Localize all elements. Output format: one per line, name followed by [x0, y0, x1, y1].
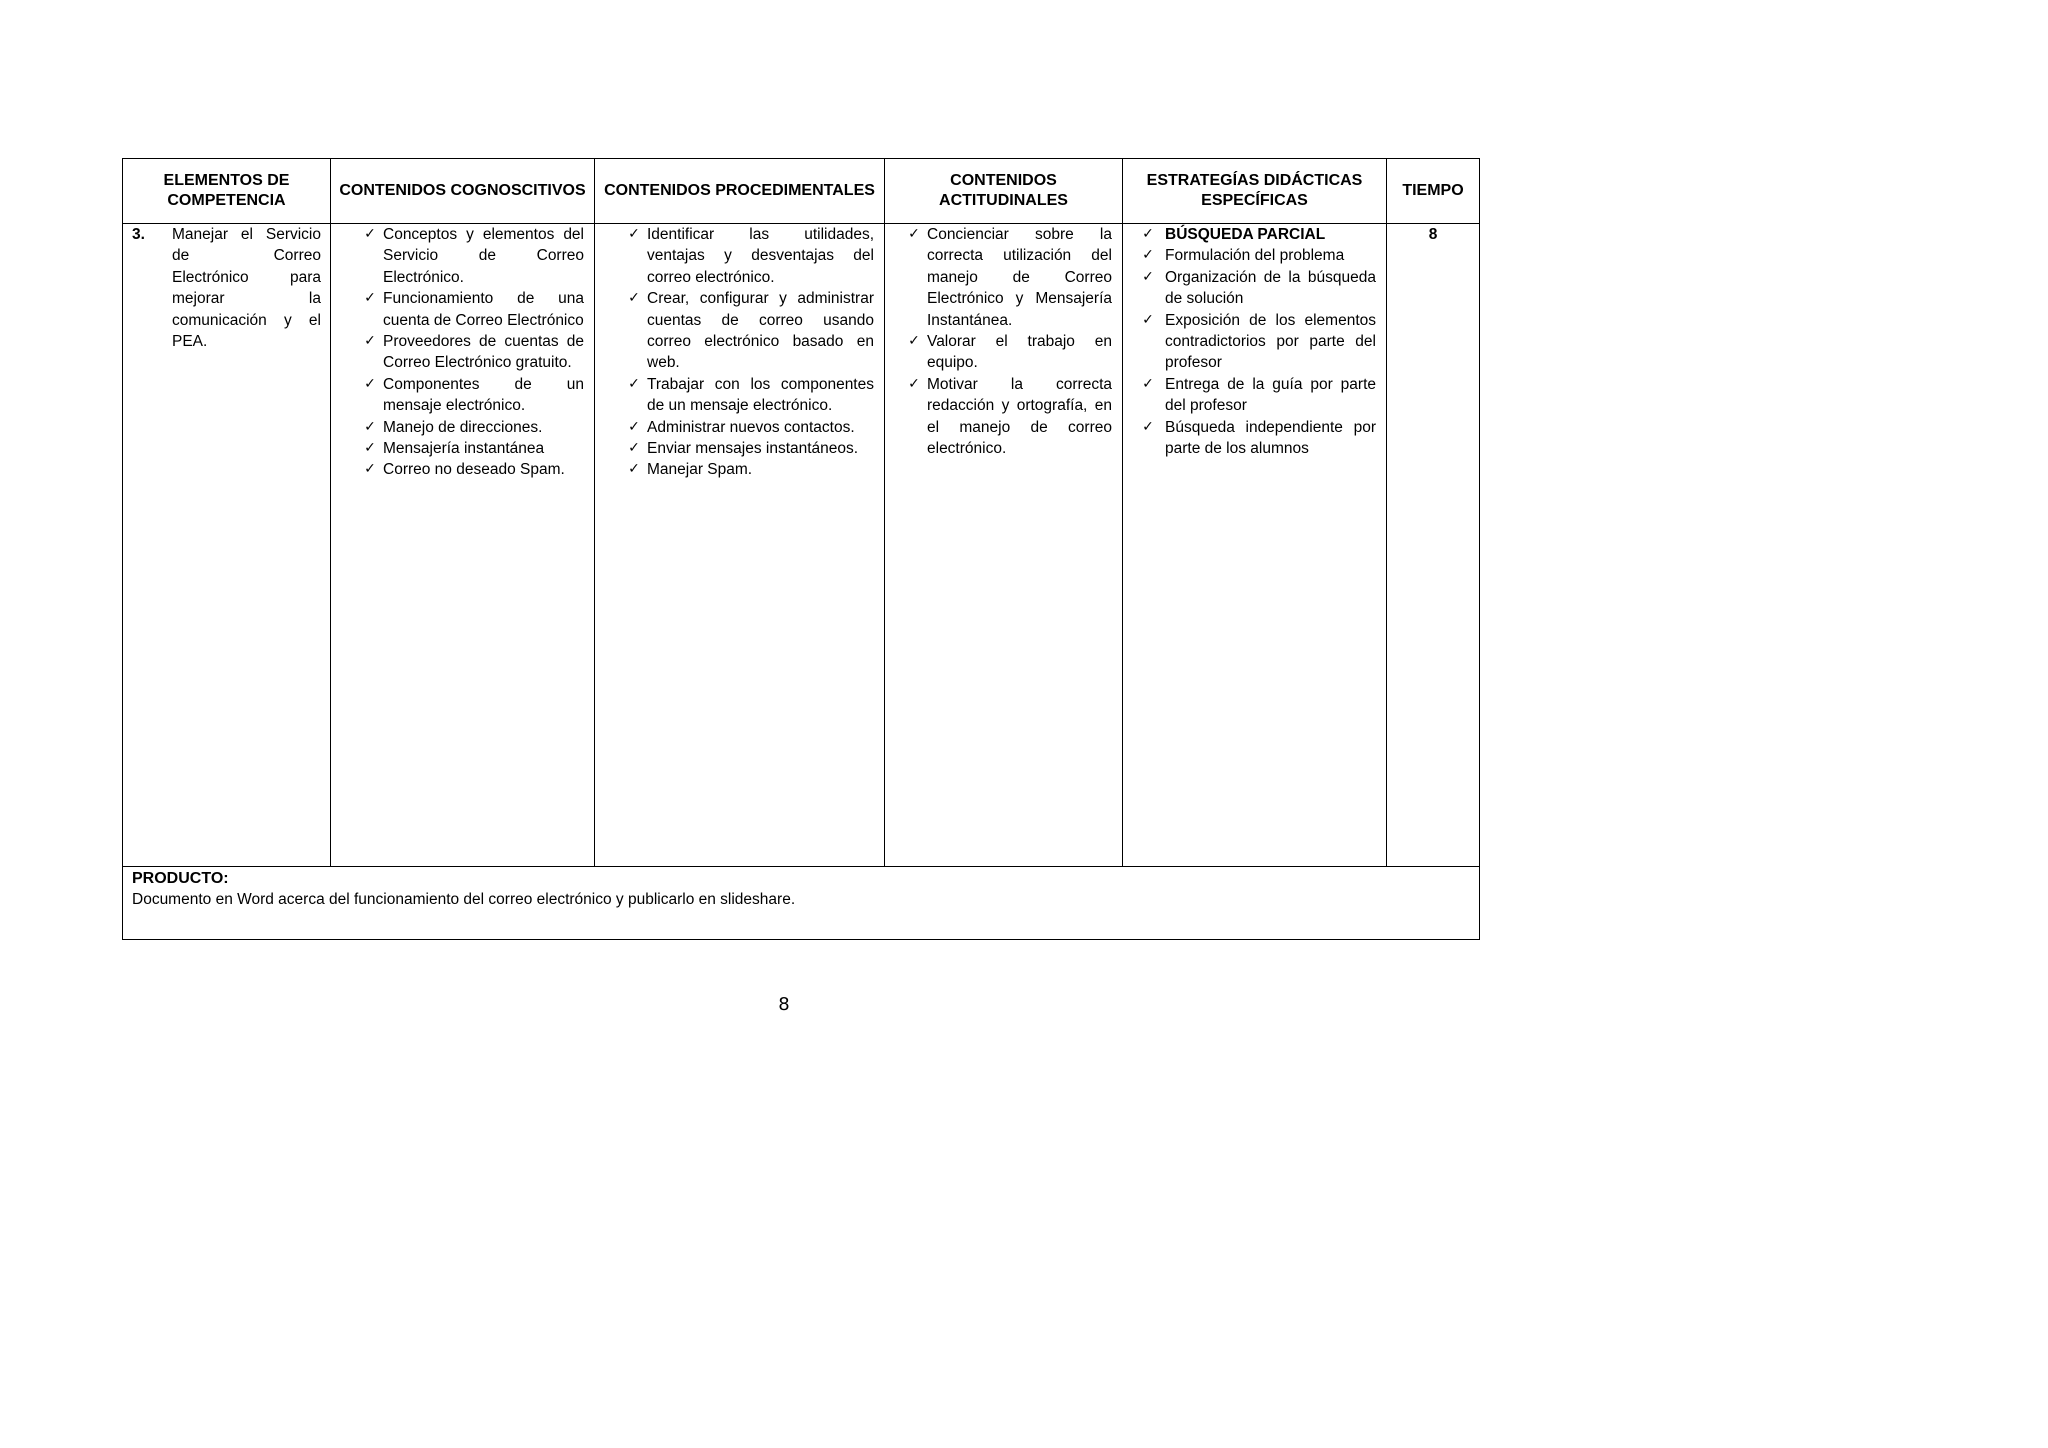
procedimental-item-text: Crear, configurar y administrar cuentas de correo usando correo electrónico basado en web. [647, 290, 874, 372]
check-mark-icon: ✓ [1142, 311, 1154, 328]
producto-label: PRODUCTO: [132, 870, 229, 887]
check-mark-icon: ✓ [628, 418, 640, 435]
cell-cognoscitivos [331, 224, 595, 867]
actitudinal-item [901, 374, 1112, 460]
procedimental-item [621, 224, 874, 288]
estrategia-item [1131, 267, 1376, 310]
table-row [123, 224, 1480, 867]
cell-tiempo: 8 [1387, 224, 1480, 867]
estrategia-item [1131, 417, 1376, 460]
cognoscitivo-item-text: Mensajería instantánea [383, 440, 545, 458]
procedimental-item [621, 459, 874, 480]
check-mark-icon: ✓ [628, 226, 640, 242]
procedimental-item-text: Administrar nuevos contactos. [647, 418, 855, 436]
procedimental-item-text: Manejar Spam. [647, 461, 753, 479]
estrategia-item [1131, 245, 1376, 266]
check-mark-icon: ✓ [364, 418, 376, 435]
element-number: 3. [132, 226, 145, 243]
estrategia-item-text: Exposición de los elementos contradictorios por parte del profesor [1165, 311, 1376, 372]
procedimental-item [621, 288, 874, 374]
check-mark-icon: ✓ [1142, 247, 1154, 264]
estrategia-item-text: BÚSQUEDA PARCIAL [1165, 226, 1326, 243]
check-mark-icon: ✓ [628, 461, 640, 478]
cognoscitivo-item [357, 374, 584, 417]
estrategia-item-text: Búsqueda independiente por parte de los alumnos [1165, 418, 1376, 458]
check-mark-icon: ✓ [908, 333, 920, 350]
header-actitudinales: CONTENIDOS ACTITUDINALES [885, 159, 1123, 224]
check-mark-icon: ✓ [364, 461, 376, 478]
header-elementos: ELEMENTOS DE COMPETENCIA [123, 159, 331, 224]
cognoscitivo-item-text: Componentes de un mensaje electrónico. [383, 375, 584, 415]
cell-estrategias [1123, 224, 1387, 867]
cognoscitivo-item-text: Funcionamiento de una cuenta de Correo Electrónico [383, 290, 584, 329]
check-mark-icon: ✓ [628, 440, 640, 457]
header-tiempo: TIEMPO [1387, 159, 1480, 224]
check-mark-icon: ✓ [628, 375, 640, 392]
actitudinal-item [901, 224, 1112, 331]
actitudinales-list [885, 224, 1122, 459]
producto-text: Documento en Word acerca del funcionamiento del correo electrónico y publicarlo en slideshare. [132, 891, 796, 909]
actitudinal-item [901, 331, 1112, 374]
check-mark-icon: ✓ [908, 226, 920, 242]
check-mark-icon: ✓ [1142, 375, 1154, 392]
cell-elemento [123, 224, 331, 867]
check-mark-icon: ✓ [628, 290, 640, 307]
element-description: Manejar el Servicio de Correo Electrónico para mejorar la comunicación y el PEA. [172, 226, 321, 351]
cognoscitivo-item [357, 224, 584, 288]
cognoscitivo-item-text: Correo no deseado Spam. [383, 461, 565, 479]
procedimental-item [621, 374, 874, 417]
estrategia-item [1131, 224, 1376, 245]
procedimental-item [621, 438, 874, 459]
check-mark-icon: ✓ [364, 375, 376, 392]
cell-actitudinales [885, 224, 1123, 867]
estrategia-item-text: Formulación del problema [1165, 247, 1345, 265]
procedimentales-list [595, 224, 884, 481]
estrategia-item [1131, 374, 1376, 417]
actitudinal-item-text: Valorar el trabajo en equipo. [927, 333, 1112, 372]
cognoscitivo-item-text: Manejo de direcciones. [383, 418, 543, 436]
check-mark-icon: ✓ [1142, 268, 1154, 285]
cognoscitivo-item-text: Conceptos y elementos del Servicio de Correo Electrónico. [383, 226, 584, 286]
competency-table [122, 158, 1480, 940]
procedimental-item-text: Identificar las utilidades, ventajas y desventajas del correo electrónico. [647, 226, 874, 286]
check-mark-icon: ✓ [364, 226, 376, 242]
estrategia-item-text: Entrega de la guía por parte del profesor [1165, 375, 1376, 415]
estrategia-item-text: Organización de la búsqueda de solución [1165, 268, 1376, 308]
check-mark-icon: ✓ [1142, 226, 1154, 242]
procedimental-item-text: Enviar mensajes instantáneos. [647, 440, 859, 458]
header-cognoscitivos: CONTENIDOS COGNOSCITIVOS [331, 159, 595, 224]
check-mark-icon: ✓ [1142, 418, 1154, 435]
check-mark-icon: ✓ [908, 375, 920, 392]
header-estrategias: ESTRATEGÍAS DIDÁCTICAS ESPECÍFICAS [1123, 159, 1387, 224]
actitudinal-item-text: Motivar la correcta redacción y ortografía, en el manejo de correo electrónico. [927, 375, 1112, 458]
cell-producto [123, 867, 1480, 940]
actitudinal-item-text: Concienciar sobre la correcta utilización del manejo de Correo Electrónico y Mensajería Instantánea. [927, 226, 1112, 329]
page-number: 8 [778, 994, 790, 1015]
cognoscitivo-item [357, 417, 584, 438]
cognoscitivo-item-text: Proveedores de cuentas de Correo Electrónico gratuito. [383, 333, 584, 372]
procedimental-item-text: Trabajar con los componentes de un mensaje electrónico. [647, 375, 874, 415]
cognoscitivo-item [357, 288, 584, 331]
table-header-row [123, 159, 1480, 224]
check-mark-icon: ✓ [364, 440, 376, 457]
estrategias-list [1123, 224, 1386, 459]
cognoscitivo-item [357, 331, 584, 374]
procedimental-item [621, 417, 874, 438]
estrategia-item [1131, 310, 1376, 374]
cognoscitivo-item [357, 438, 584, 459]
cognoscitivos-list [331, 224, 594, 481]
header-procedimentales: CONTENIDOS PROCEDIMENTALES [595, 159, 885, 224]
check-mark-icon: ✓ [364, 290, 376, 307]
cell-procedimentales [595, 224, 885, 867]
cognoscitivo-item [357, 459, 584, 480]
producto-row [123, 867, 1480, 940]
check-mark-icon: ✓ [364, 333, 376, 350]
